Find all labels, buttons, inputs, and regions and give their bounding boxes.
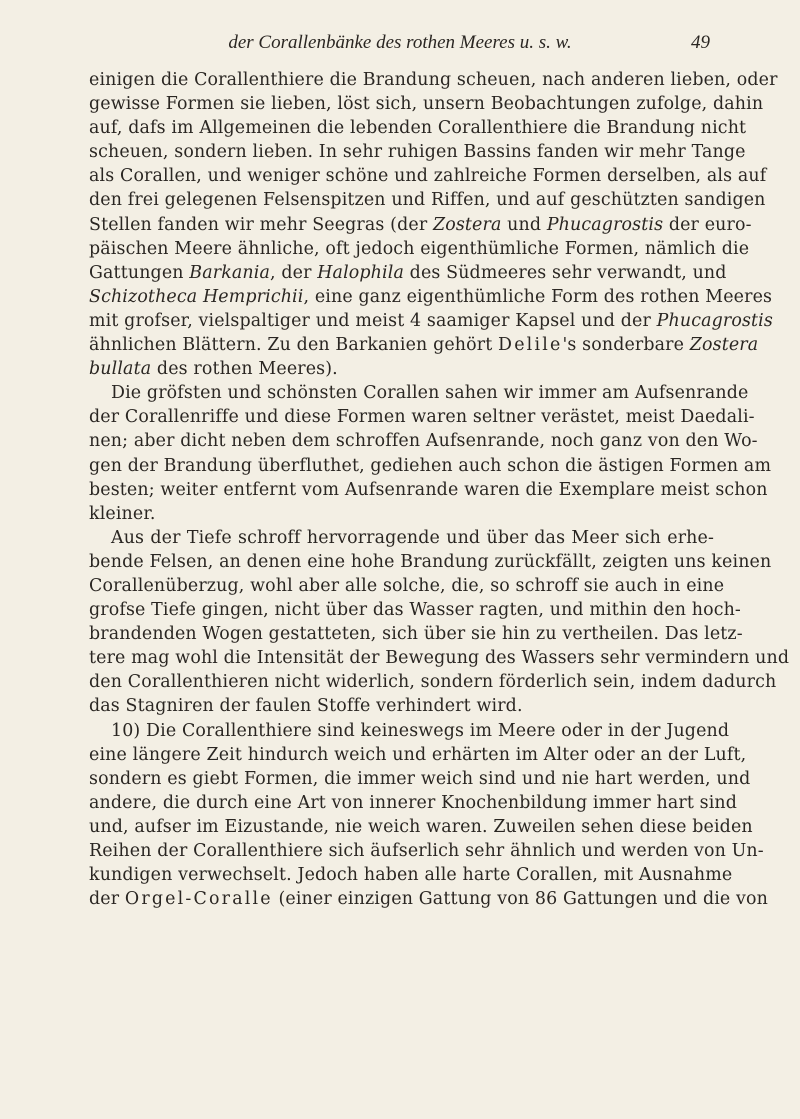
text-line: gewisse Formen sie lieben, löst sich, unsern Beobachtungen zufolge, dahin	[89, 94, 764, 115]
text-line: Corallenüberzug, wohl aber alle solche, die, so schroff sie auch in eine	[89, 575, 725, 596]
text-line: eine längere Zeit hindurch weich und erhärten im Alter oder an der Luft,	[89, 744, 747, 765]
italic-term: Zostera	[689, 335, 759, 356]
italic-term: Phucagrostis	[656, 310, 773, 331]
text-line	[89, 357, 714, 381]
text-line: einigen die Corallenthiere die Brandung scheuen, nach anderen lieben, oder	[89, 70, 778, 90]
text-line: gen der Brandung überfluthet, gediehen auch schon die ästigen Formen am	[89, 455, 772, 476]
text-line: brandenden Wogen gestatteten, sich über sie hin zu vertheilen. Das letz-	[89, 624, 743, 645]
italic-term: Schizotheca Hemprichii	[89, 286, 304, 307]
text-line: tere mag wohl die Intensität der Bewegung des Wassers sehr vermindern und	[89, 648, 790, 669]
body-text	[89, 68, 790, 911]
text-line	[89, 887, 768, 911]
spaced-name: Delile	[498, 335, 563, 356]
text-line: als Corallen, und weniger schöne und zahlreiche Formen derselben, als auf	[89, 166, 767, 187]
text-line: das Stagniren der faulen Stoffe verhindert wird.	[89, 696, 523, 717]
text-line: sondern es giebt Formen, die immer weich sind und nie hart werden, und	[89, 768, 751, 789]
text-segment: mit grofser, vielspaltiger und meist 4 saamiger Kapsel und der	[89, 310, 657, 331]
text-line: grofse Tiefe gingen, nicht über das Wasser ragten, und mithin den hoch-	[89, 600, 741, 621]
text-line: besten; weiter entfernt vom Aufsenrande waren die Exemplare meist schon	[89, 479, 768, 500]
text-line: auf, dafs im Allgemeinen die lebenden Corallenthiere die Brandung nicht	[89, 118, 747, 139]
text-line	[89, 261, 727, 285]
text-line: kundigen verwechselt. Jedoch haben alle harte Corallen, mit Ausnahme	[89, 865, 733, 886]
text-segment: ähnlichen Blättern. Zu den Barkanien gehört	[89, 335, 499, 356]
text-line: nen; aber dicht neben dem schroffen Aufsenrande, noch ganz von den Wo-	[89, 431, 758, 452]
text-segment: , eine ganz eigenthümliche Form des rothen Meeres	[303, 286, 773, 307]
text-segment: und	[501, 214, 547, 235]
text-line: päischen Meere ähnliche, oft jedoch eigenthümliche Formen, nämlich die	[89, 238, 750, 259]
italic-term: Barkania	[189, 262, 270, 283]
text-line: den frei gelegenen Felsenspitzen und Riffen, und auf geschützten sandigen	[89, 190, 766, 211]
text-segment: der euro-	[663, 214, 752, 235]
text-line: scheuen, sondern lieben. In sehr ruhigen Bassins fanden wir mehr Tange	[89, 142, 746, 163]
text-segment: des rothen Meeres).	[151, 359, 338, 380]
italic-term: bullata	[89, 359, 152, 380]
italic-term: Zostera	[432, 214, 502, 235]
text-segment: (einer einzigen Gattung von 86 Gattungen und die von	[272, 889, 768, 910]
text-line: der Corallenriffe und diese Formen waren seltner verästet, meist Daedali-	[89, 407, 755, 428]
text-line: 10) Die Corallenthiere sind keineswegs im Meere oder in der Jugend	[111, 720, 730, 741]
text-line: kleiner.	[89, 503, 156, 524]
text-segment: des Südmeeres sehr verwandt, und	[403, 262, 727, 283]
text-line	[89, 333, 759, 357]
text-line: und, aufser im Eizustande, nie weich waren. Zuweilen sehen diese beiden	[89, 816, 753, 837]
text-segment: Stellen fanden wir mehr Seegras (der	[89, 214, 433, 235]
text-line	[89, 285, 773, 309]
running-header	[90, 30, 710, 60]
italic-term: Phucagrostis	[546, 214, 664, 235]
text-segment: , der	[270, 262, 318, 283]
page-number: 49	[691, 32, 710, 53]
text-line	[89, 213, 752, 237]
spaced-name: Orgel-Coralle	[124, 889, 273, 910]
text-line: bende Felsen, an denen eine hohe Brandung zurückfällt, zeigten uns keinen	[89, 551, 772, 572]
text-segment: der	[89, 889, 125, 910]
text-line: Die gröfsten und schönsten Corallen sahen wir immer am Aufsenrande	[111, 383, 749, 404]
running-title: der Corallenbänke des rothen Meeres u. s. w.	[228, 32, 572, 53]
italic-term: Halophila	[317, 262, 404, 283]
text-segment: 's sonderbare	[562, 335, 690, 356]
text-line: andere, die durch eine Art von innerer Knochenbildung immer hart sind	[89, 792, 738, 813]
text-line: Aus der Tiefe schroff hervorragende und über das Meer sich erhe-	[111, 527, 714, 548]
text-segment: Gattungen	[89, 262, 190, 283]
text-line	[89, 309, 773, 333]
text-line: den Corallenthieren nicht widerlich, sondern förderlich sein, indem dadurch	[89, 672, 777, 693]
text-line: Reihen der Corallenthiere sich äufserlich sehr ähnlich und werden von Un-	[89, 841, 764, 861]
